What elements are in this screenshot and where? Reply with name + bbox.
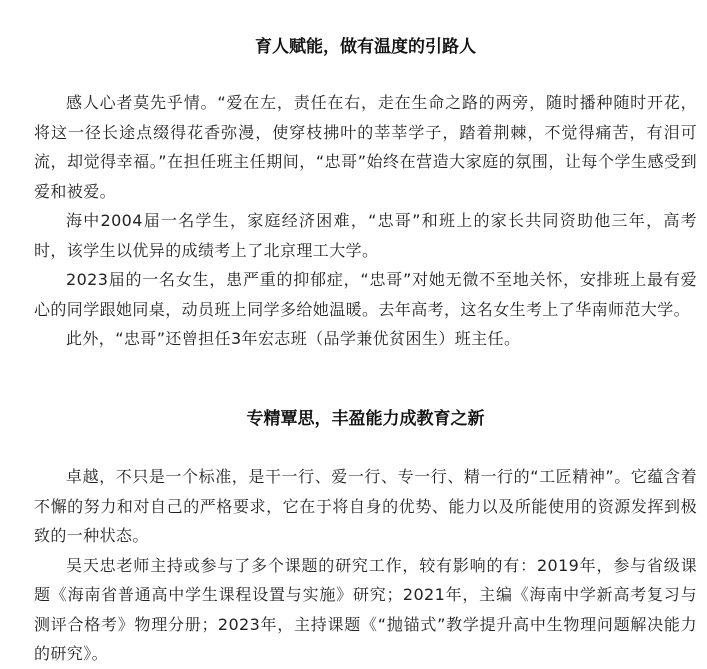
section-1 bbox=[34, 88, 697, 354]
paragraph: 卓越，不只是一个标准，是干一行、爱一行、专一行、精一行的“工匠精神”。它蕴含着不懈的努力和对自己的严格要求，它在于将自身的优势、能力以及所能使用的资源发挥到极致的一种状态。 bbox=[34, 467, 697, 545]
paragraph: 感人心者莫先乎情。“爱在左，责任在右，走在生命之路的两旁，随时播种随时开花，将这一径长途点缀得花香弥漫，使穿枝拂叶的莘莘学子，踏着荆棘，不觉得痛苦，有泪可流，却觉得幸福。”在担任班主任期间，“忠哥”始终在营造大家庭的氛围，让每个学生感受到爱和被爱。 bbox=[34, 93, 697, 201]
section-2 bbox=[34, 462, 697, 669]
paragraph: 此外，“忠哥”还曾担任3年宏志班（品学兼优贫困生）班主任。 bbox=[66, 329, 521, 348]
section-heading-1: 育人赋能，做有温度的引路人 bbox=[255, 37, 476, 57]
paragraph: 吴天忠老师主持或参与了多个课题的研究工作，较有影响的有：2019年，参与省级课题《海南省普通高中学生课程设置与实施》研究；2021年，主编《海南中学新高考复习与测评合格考》物理分册；2023年，主持课题《“抛锚式”教学提升高中生物理问题解决能力的研究》。 bbox=[34, 555, 697, 663]
paragraph: 2023届的一名女生，患严重的抑郁症，“忠哥”对她无微不至地关怀，安排班上最有爱心的同学跟她同桌，动员班上同学多给她温暖。去年高考，这名女生考上了华南师范大学。 bbox=[34, 270, 697, 319]
paragraph: 海中2004届一名学生，家庭经济困难，“忠哥”和班上的家长共同资助他三年，高考时，该学生以优异的成绩考上了北京理工大学。 bbox=[34, 211, 697, 260]
section-heading-2: 专精覃思，丰盈能力成教育之新 bbox=[246, 409, 485, 429]
